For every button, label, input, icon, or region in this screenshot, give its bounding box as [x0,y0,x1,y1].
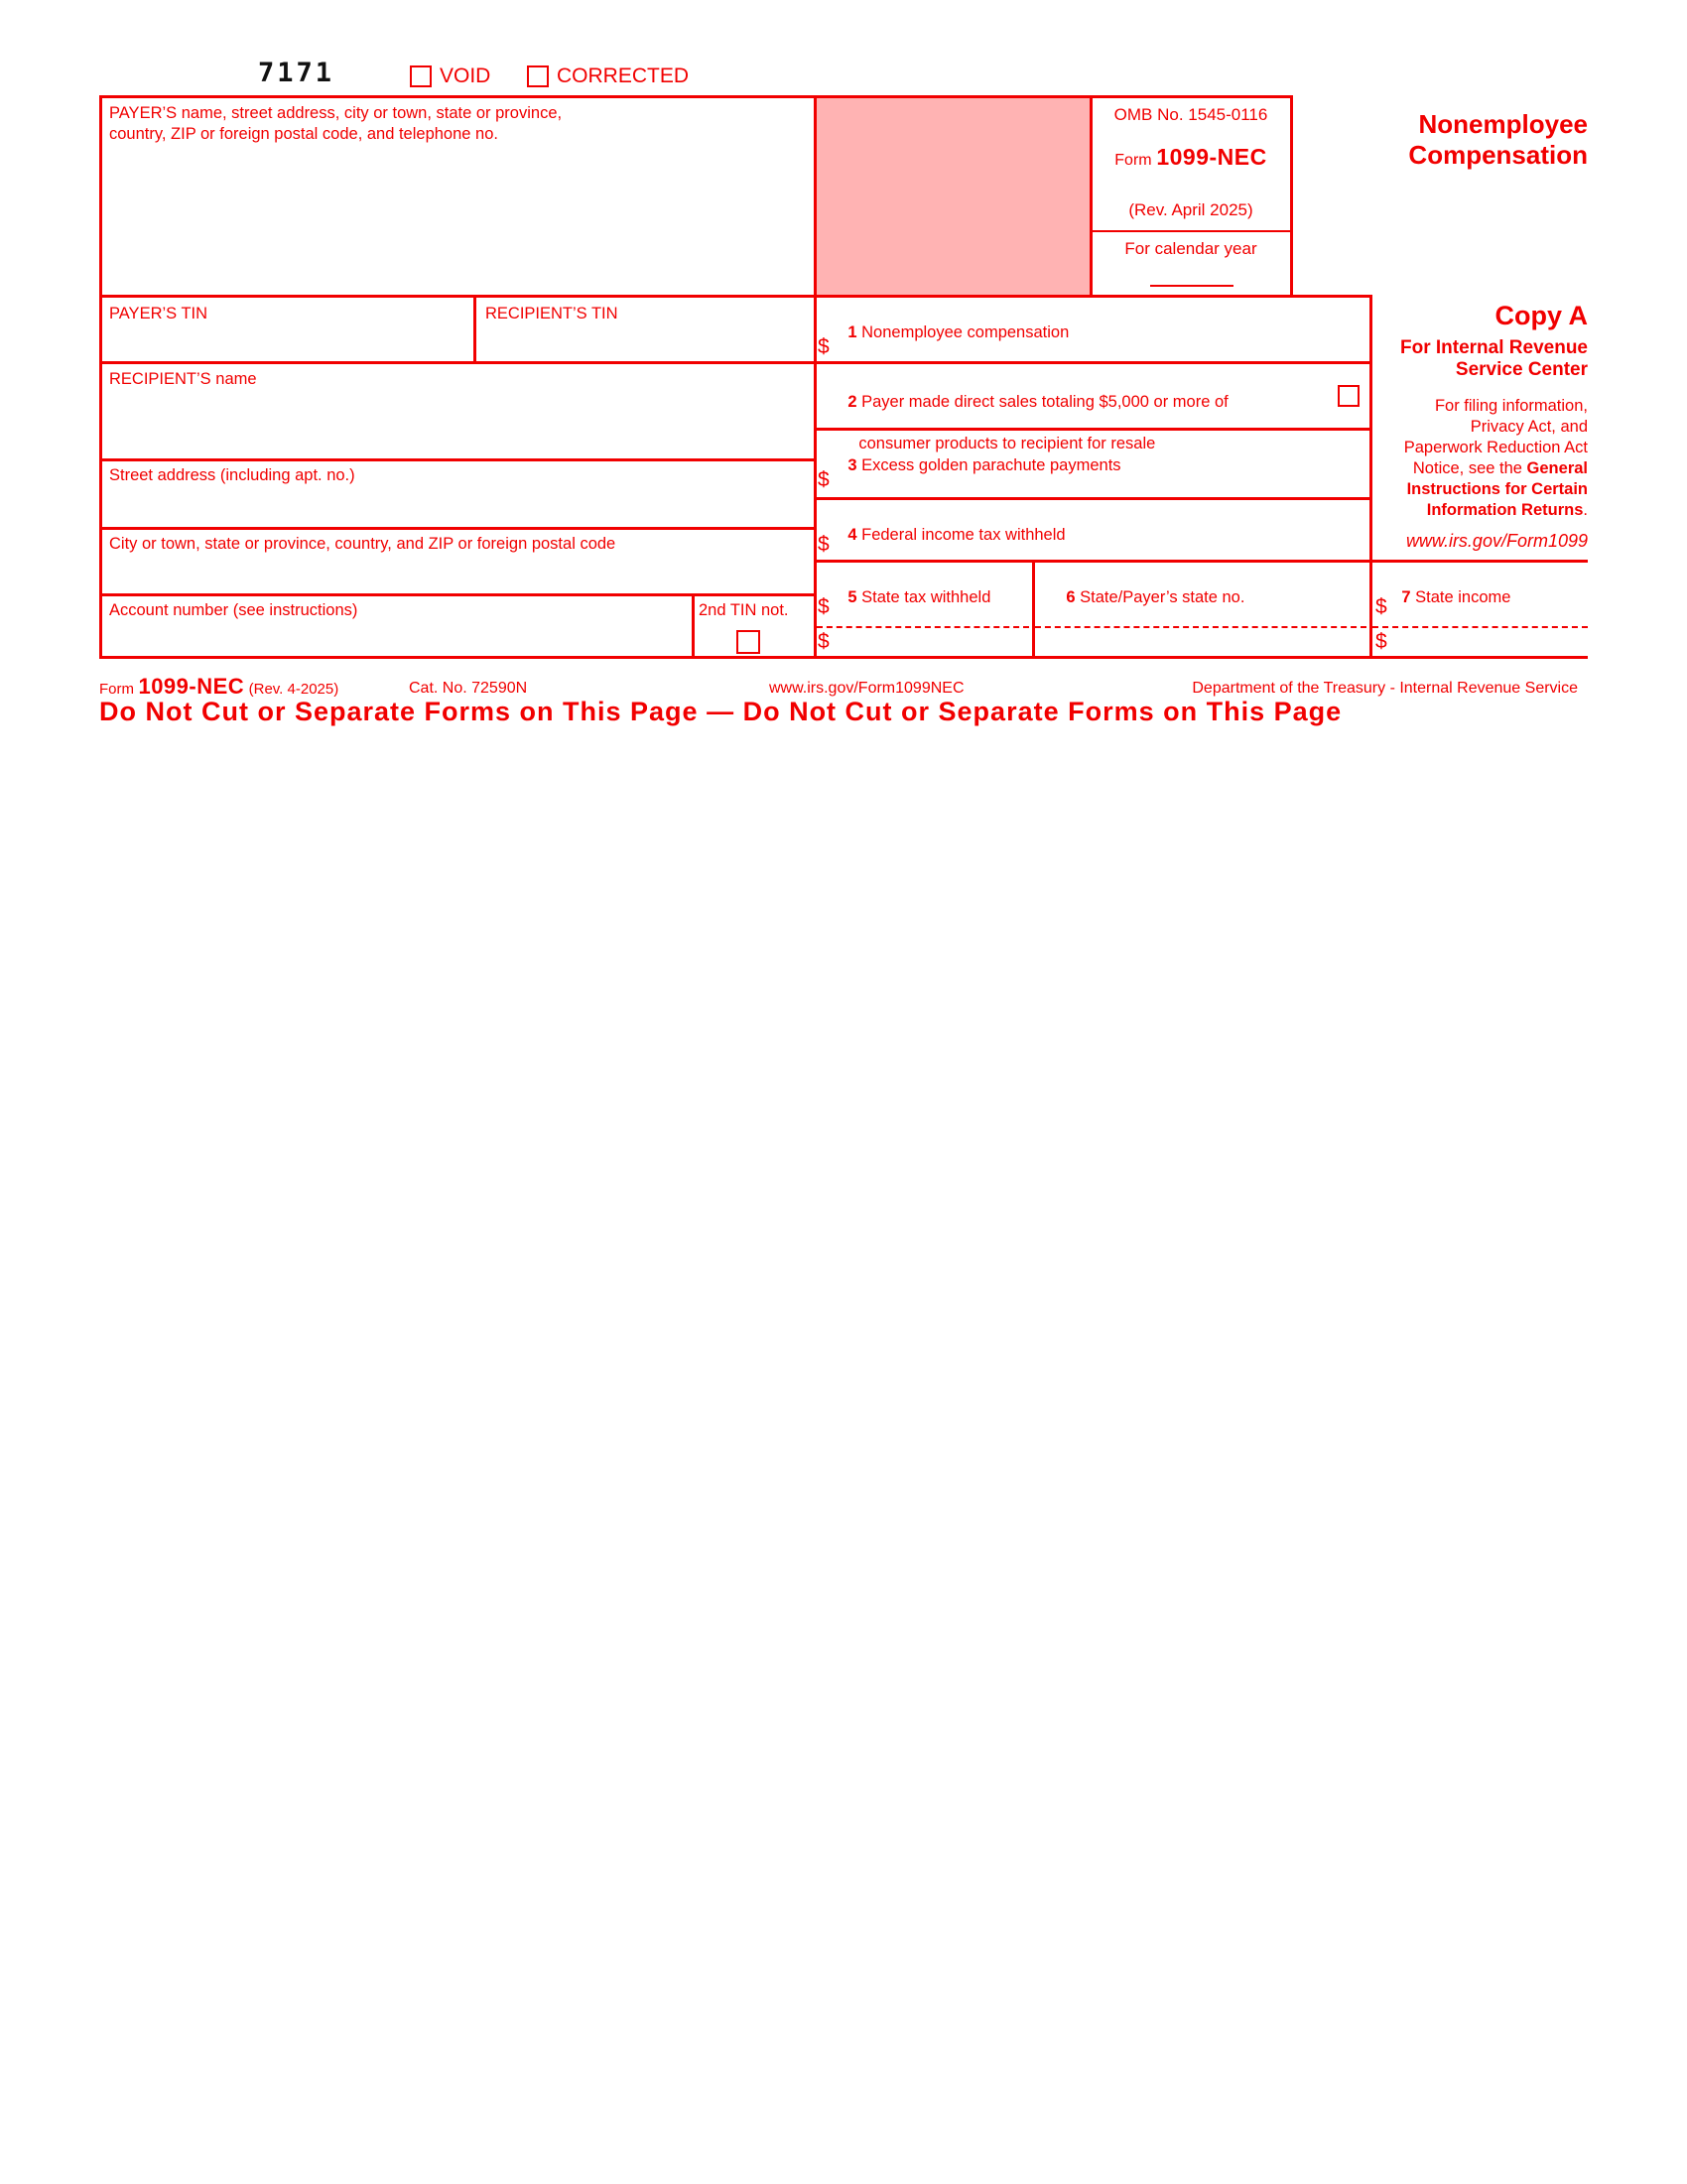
box7-number: 7 [1401,588,1411,606]
calendar-year-field[interactable] [1097,258,1285,290]
void-label: VOID [440,64,491,87]
middle-column-divider [814,95,817,659]
shaded-cell [817,98,1090,295]
box6-state-field-2[interactable] [1040,629,1365,653]
box5-dollar-sign-2: $ [818,630,830,653]
box7-amount-field-2[interactable] [1397,629,1586,653]
box3-number: 3 [847,456,857,474]
box4-amount-field[interactable] [839,532,1364,558]
copy-a-notice: For filing information, Privacy Act, and Paperwork Reduction Act Notice, see the General Instructions for Certain Information Returns. [1403,397,1588,519]
form-title-line1: Nonemployee [1418,109,1588,139]
footer-irs-url[interactable]: www.irs.gov/Form1099NEC [769,680,965,697]
box3-dollar-sign: $ [818,468,830,491]
form-title [1310,109,1588,171]
box7-dollar-sign-2: $ [1375,630,1387,653]
box4-label: 4 Federal income tax withheld [847,526,1066,544]
street-address-field[interactable] [104,489,809,523]
box5-amount-field-1[interactable] [839,595,1027,621]
omb-calendar-divider [1090,230,1293,232]
second-tin-checkbox[interactable] [736,630,760,654]
corrected-checkbox[interactable] [527,65,549,87]
border-bottom [99,656,1588,659]
recipient-tin-field[interactable] [479,327,809,357]
recipient-name-field[interactable] [104,393,809,454]
row-divider-tin-bottom [99,361,1372,364]
box5-amount-field-2[interactable] [839,629,1027,653]
box4-number: 4 [847,526,857,544]
form-title-line2: Compensation [1408,140,1588,170]
row-divider-city-top [99,527,817,530]
omb-number: OMB No. 1545-0116 [1113,105,1268,124]
row-divider-street-top [99,458,817,461]
box1-amount-field[interactable] [839,334,1364,360]
payer-tin-label: PAYER’S TIN [109,305,208,322]
box4-dollar-sign: $ [818,533,830,556]
recipient-tin-label: RECIPIENT’S TIN [485,305,618,322]
border-left [99,95,102,659]
box5-dollar-sign-1: $ [818,595,830,618]
row-divider-account-top [99,593,817,596]
box6-label: 6 State/Payer’s state no. [1066,588,1245,606]
box5-box6-divider [1032,560,1035,659]
tin-column-divider [473,295,476,364]
box3-amount-field[interactable] [839,467,1364,493]
second-tin-label: 2nd TIN not. [699,601,789,619]
box2-number: 2 [847,393,857,411]
corrected-label: CORRECTED [557,64,690,87]
form-word: Form [1114,152,1152,169]
do-not-cut-warning: Do Not Cut or Separate Forms on This Page — Do Not Cut or Separate Forms on This Page [99,697,1343,726]
box2-label: 2 Payer made direct sales totaling $5,000 or more of consumer products to recipient for resale [847,393,1229,452]
account-number-label: Account number (see instructions) [109,601,358,619]
box6-number: 6 [1066,588,1076,606]
box3-label: 3 Excess golden parachute payments [847,456,1121,474]
city-field[interactable] [104,558,809,589]
omb-right-divider [1290,95,1293,298]
recipient-name-label: RECIPIENT’S name [109,370,257,388]
print-control-number: 7171 [258,58,335,88]
footer-department: Department of the Treasury - Internal Revenue Service [1192,680,1578,697]
form-revision: (Rev. April 2025) [1128,200,1253,219]
row-divider-box3-bottom [814,497,1372,500]
footer-form-word: Form [99,681,134,698]
copy-a-title: Copy A [1494,301,1588,330]
box7-dollar-sign-1: $ [1375,595,1387,618]
copy-a-subtitle-line1: For Internal Revenue [1400,337,1588,358]
copy-a-subtitle-line2: Service Center [1455,359,1588,380]
void-checkbox[interactable] [410,65,432,87]
box1-number: 1 [847,323,857,341]
box1-label: 1 Nonemployee compensation [847,323,1070,341]
omb-left-divider [1090,95,1093,298]
payer-tin-field[interactable] [104,327,469,357]
box7-label: 7 State income [1401,588,1511,606]
payer-info-field[interactable] [104,149,809,288]
account-tin2-divider [692,593,695,659]
box1-dollar-sign: $ [818,335,830,358]
footer-catalog-number: Cat. No. 72590N [409,680,528,697]
city-label: City or town, state or province, country, and ZIP or foreign postal code [109,535,616,553]
box6-state-field-1[interactable] [1040,593,1365,623]
row-divider-tin-top [99,295,1372,298]
irs-form1099-link[interactable]: www.irs.gov/Form1099 [1405,531,1588,551]
footer-form-number: 1099-NEC [138,674,245,699]
form-number: 1099-NEC [1156,144,1267,170]
payer-name-label: PAYER’S name, street address, city or town, state or province, country, ZIP or foreign postal code, and telephone no. [109,104,567,143]
account-number-field[interactable] [104,623,688,653]
box5-number: 5 [847,588,857,606]
border-top [99,95,1293,98]
street-address-label: Street address (including apt. no.) [109,466,355,484]
footer-form-revision: (Rev. 4-2025) [248,681,339,698]
box7-amount-field-1[interactable] [1397,595,1586,621]
calendar-year-label: For calendar year [1124,239,1257,258]
box5-label: 5 State tax withheld [847,588,991,606]
